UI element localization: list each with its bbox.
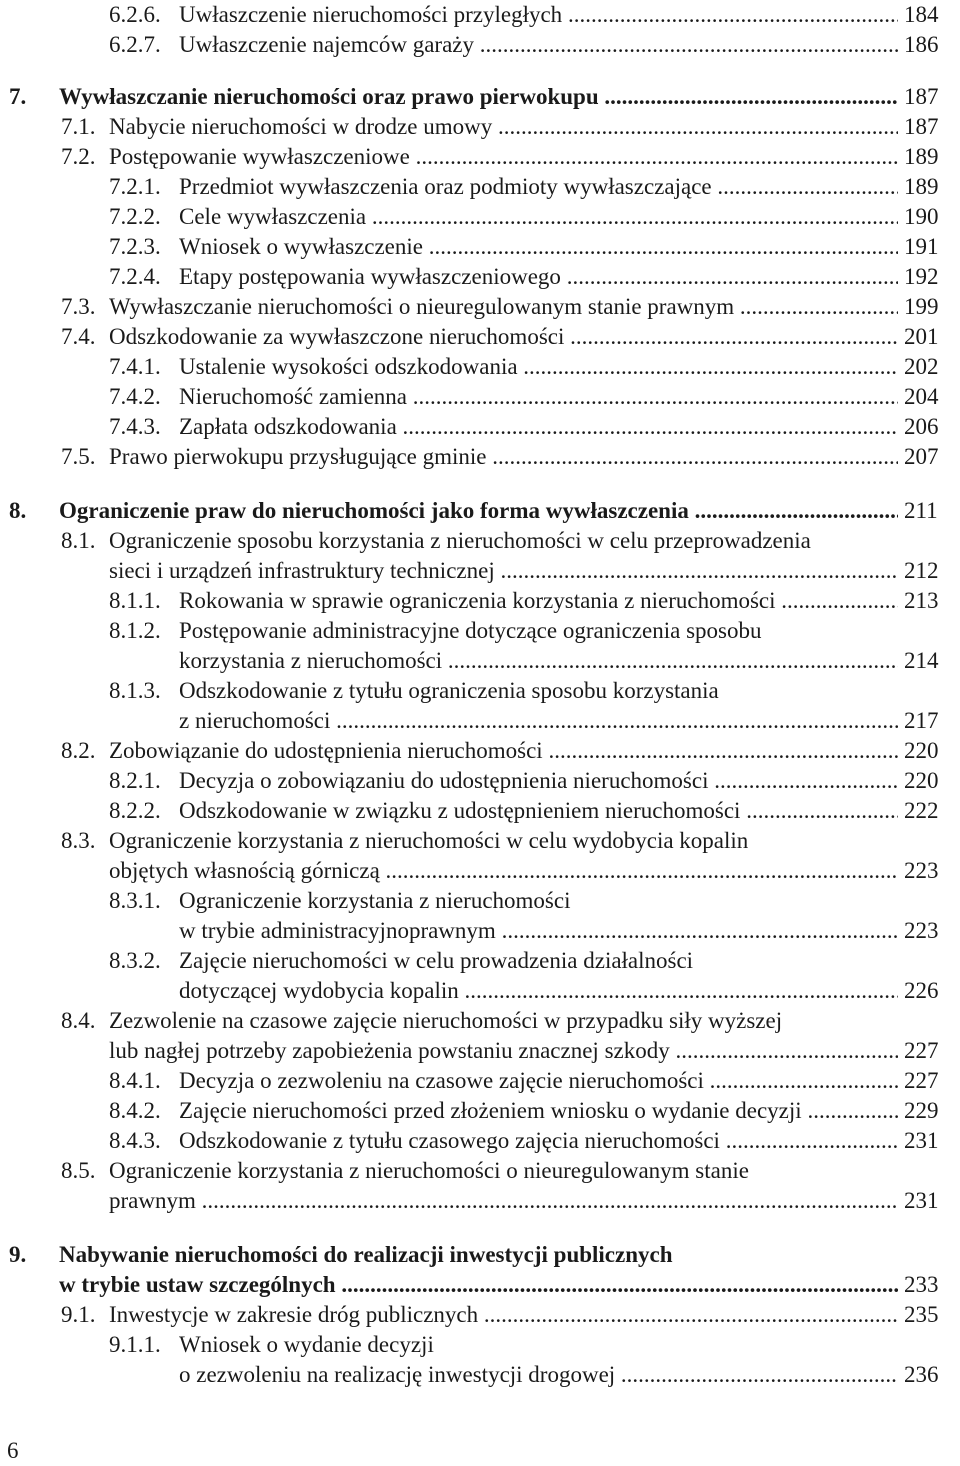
section-title: Odszkodowanie w związku z udostępnieniem nieruchomości ..... <box>179 796 902 826</box>
toc-entry[interactable] <box>0 826 960 886</box>
page-ref: 202 <box>898 352 960 382</box>
section-number: 8.2.1. <box>109 768 161 793</box>
section-title: Uwłaszczenie nieruchomości przyległych ..... <box>179 0 902 30</box>
section-title: Wywłaszczanie nieruchomości oraz prawo pierwokupu ..... <box>59 82 902 112</box>
section-title: Wniosek o wydanie decyzji <box>179 1332 434 1357</box>
toc-entry[interactable] <box>0 676 960 736</box>
toc-entry[interactable] <box>0 0 960 30</box>
section-title: Zajęcie nieruchomości w celu prowadzenia działalności <box>179 948 694 973</box>
section-title: Uwłaszczenie najemców garaży ..... <box>179 30 902 60</box>
section-title: Decyzja o zezwoleniu na czasowe zajęcie nieruchomości ..... <box>179 1066 902 1096</box>
section-title: Odszkodowanie z tytułu czasowego zajęcia nieruchomości ..... <box>179 1126 902 1156</box>
section-title: w trybie ustaw szczególnych ..... <box>59 1270 902 1300</box>
section-number: 8.5. <box>61 1158 96 1183</box>
page-ref: 187 <box>898 112 960 142</box>
page-ref: 220 <box>898 766 960 796</box>
section-title: Nieruchomość zamienna ..... <box>179 382 902 412</box>
toc-entry[interactable] <box>0 172 960 202</box>
page-ref: 201 <box>898 322 960 352</box>
toc-entry[interactable] <box>0 322 960 352</box>
section-title: Zajęcie nieruchomości przed złożeniem wniosku o wydanie decyzji ..... <box>179 1096 902 1126</box>
toc-entry[interactable] <box>0 1330 960 1390</box>
section-title: objętych własnością górniczą ..... <box>109 856 902 886</box>
section-title: Ograniczenie korzystania z nieruchomości w celu wydobycia kopalin <box>109 828 749 853</box>
section-number: 7. <box>9 84 27 109</box>
toc-entry[interactable] <box>0 1300 960 1330</box>
section-title: Nabywanie nieruchomości do realizacji inwestycji publicznych <box>59 1242 673 1267</box>
toc-entry[interactable] <box>0 202 960 232</box>
section-title: sieci i urządzeń infrastruktury technicznej ..... <box>109 556 902 586</box>
section-title: Cele wywłaszczenia ..... <box>179 202 902 232</box>
section-title: Zapłata odszkodowania ..... <box>179 412 902 442</box>
section-title: z nieruchomości ..... <box>179 706 902 736</box>
toc-entry[interactable] <box>0 526 960 586</box>
toc-entry[interactable] <box>0 1096 960 1126</box>
toc-entry[interactable] <box>0 886 960 946</box>
page-ref: 223 <box>898 856 960 886</box>
toc-entry[interactable] <box>0 352 960 382</box>
section-title: Prawo pierwokupu przysługujące gminie ..... <box>109 442 902 472</box>
section-number: 8.1.3. <box>109 678 161 703</box>
page-ref: 226 <box>898 976 960 1006</box>
page-ref: 217 <box>898 706 960 736</box>
section-number: 8.3.2. <box>109 948 161 973</box>
section-number: 8.3.1. <box>109 888 161 913</box>
page-ref: 211 <box>898 496 960 526</box>
section-title: Przedmiot wywłaszczenia oraz podmioty wywłaszczające ..... <box>179 172 902 202</box>
section-number: 8.4. <box>61 1008 96 1033</box>
section-number: 8.2.2. <box>109 798 161 823</box>
section-number: 8.4.3. <box>109 1128 161 1153</box>
toc-entry[interactable] <box>0 142 960 172</box>
page-ref: 212 <box>898 556 960 586</box>
section-title: dotyczącej wydobycia kopalin ..... <box>179 976 902 1006</box>
toc-entry[interactable] <box>0 1126 960 1156</box>
section-number: 8.4.2. <box>109 1098 161 1123</box>
section-number: 8.3. <box>61 828 96 853</box>
page-ref: 227 <box>898 1066 960 1096</box>
toc-entry[interactable] <box>0 112 960 142</box>
section-title: Postępowanie administracyjne dotyczące ograniczenia sposobu <box>179 618 762 643</box>
toc-entry[interactable] <box>0 382 960 412</box>
page-ref: 229 <box>898 1096 960 1126</box>
section-title: Zezwolenie na czasowe zajęcie nieruchomości w przypadku siły wyższej <box>109 1008 783 1033</box>
section-number: 8.2. <box>61 738 96 763</box>
toc-entry[interactable] <box>0 1006 960 1066</box>
page-ref: 235 <box>898 1300 960 1330</box>
toc-entry[interactable] <box>0 1066 960 1096</box>
section-title: o zezwoleniu na realizację inwestycji drogowej ..... <box>179 1360 902 1390</box>
page-ref: 186 <box>898 30 960 60</box>
toc-entry[interactable] <box>0 442 960 472</box>
page-ref: 231 <box>898 1186 960 1216</box>
section-title: korzystania z nieruchomości ..... <box>179 646 902 676</box>
section-title: Inwestycje w zakresie dróg publicznych ..... <box>109 1300 902 1330</box>
section-number: 7.4.1. <box>109 354 161 379</box>
section-number: 8.1.2. <box>109 618 161 643</box>
section-number: 8.1. <box>61 528 96 553</box>
toc-entry[interactable] <box>0 736 960 766</box>
section-title: Postępowanie wywłaszczeniowe ..... <box>109 142 902 172</box>
toc-entry[interactable] <box>0 796 960 826</box>
section-title: Odszkodowanie za wywłaszczone nieruchomości ..... <box>109 322 902 352</box>
toc-entry[interactable] <box>0 262 960 292</box>
page-ref: 233 <box>898 1270 960 1300</box>
page-ref: 207 <box>898 442 960 472</box>
section-number: 8.1.1. <box>109 588 161 613</box>
page-ref: 184 <box>898 0 960 30</box>
toc-entry[interactable] <box>0 1156 960 1216</box>
section-number: 6.2.7. <box>109 32 161 57</box>
page-ref: 220 <box>898 736 960 766</box>
toc-entry[interactable] <box>0 232 960 262</box>
page-ref: 213 <box>898 586 960 616</box>
page-ref: 206 <box>898 412 960 442</box>
section-number: 7.3. <box>61 294 96 319</box>
section-title: prawnym ..... <box>109 1186 902 1216</box>
section-number: 9.1. <box>61 1302 96 1327</box>
section-title: Odszkodowanie z tytułu ograniczenia sposobu korzystania <box>179 678 719 703</box>
page-ref: 189 <box>898 172 960 202</box>
section-number: 7.2. <box>61 144 96 169</box>
toc-entry[interactable] <box>0 292 960 322</box>
toc-entry[interactable] <box>0 586 960 616</box>
page-ref: 227 <box>898 1036 960 1066</box>
section-number: 6.2.6. <box>109 2 161 27</box>
page-ref: 190 <box>898 202 960 232</box>
toc-entry[interactable] <box>0 1240 960 1300</box>
section-title: Decyzja o zobowiązaniu do udostępnienia nieruchomości ..... <box>179 766 902 796</box>
section-number: 7.2.4. <box>109 264 161 289</box>
section-title: Etapy postępowania wywłaszczeniowego ..... <box>179 262 902 292</box>
section-title: Nabycie nieruchomości w drodze umowy ..... <box>109 112 902 142</box>
section-number: 7.4. <box>61 324 96 349</box>
section-number: 7.2.3. <box>109 234 161 259</box>
section-number: 7.2.2. <box>109 204 161 229</box>
toc-entry[interactable] <box>0 766 960 796</box>
section-title: Wywłaszczanie nieruchomości o nieuregulowanym stanie prawnym ..... <box>109 292 902 322</box>
page-ref: 223 <box>898 916 960 946</box>
section-number: 7.1. <box>61 114 96 139</box>
toc-entry[interactable] <box>0 496 960 526</box>
section-number: 8.4.1. <box>109 1068 161 1093</box>
section-title: Ograniczenie praw do nieruchomości jako forma wywłaszczenia ..... <box>59 496 902 526</box>
page-ref: 214 <box>898 646 960 676</box>
section-title: Ograniczenie korzystania z nieruchomości o nieuregulowanym stanie <box>109 1158 749 1183</box>
section-number: 9. <box>9 1242 27 1267</box>
toc-entry[interactable] <box>0 946 960 1006</box>
section-number: 9.1.1. <box>109 1332 161 1357</box>
page-ref: 199 <box>898 292 960 322</box>
section-number: 8. <box>9 498 27 523</box>
page-ref: 222 <box>898 796 960 826</box>
page-ref: 187 <box>898 82 960 112</box>
section-number: 7.2.1. <box>109 174 161 199</box>
page-ref: 192 <box>898 262 960 292</box>
section-title: Ograniczenie sposobu korzystania z nieruchomości w celu przeprowadzenia <box>109 528 811 553</box>
section-title: Zobowiązanie do udostępnienia nieruchomości ..... <box>109 736 902 766</box>
section-number: 7.5. <box>61 444 96 469</box>
section-title: Wniosek o wywłaszczenie ..... <box>179 232 902 262</box>
page-number: 6 <box>7 1438 19 1463</box>
page-ref: 191 <box>898 232 960 262</box>
page-ref: 236 <box>898 1360 960 1390</box>
page-ref: 231 <box>898 1126 960 1156</box>
toc-entry[interactable] <box>0 30 960 60</box>
toc-entry[interactable] <box>0 412 960 442</box>
section-title: lub nagłej potrzeby zapobieżenia powstaniu znacznej szkody ..... <box>109 1036 902 1066</box>
section-title: Ograniczenie korzystania z nieruchomości <box>179 888 571 913</box>
toc-entry[interactable] <box>0 616 960 676</box>
section-title: Rokowania w sprawie ograniczenia korzystania z nieruchomości ..... <box>179 586 902 616</box>
page-ref: 189 <box>898 142 960 172</box>
section-number: 7.4.2. <box>109 384 161 409</box>
page-ref: 204 <box>898 382 960 412</box>
section-number: 7.4.3. <box>109 414 161 439</box>
toc-entry[interactable] <box>0 82 960 112</box>
section-title: w trybie administracyjnoprawnym ..... <box>179 916 902 946</box>
section-title: Ustalenie wysokości odszkodowania ..... <box>179 352 902 382</box>
